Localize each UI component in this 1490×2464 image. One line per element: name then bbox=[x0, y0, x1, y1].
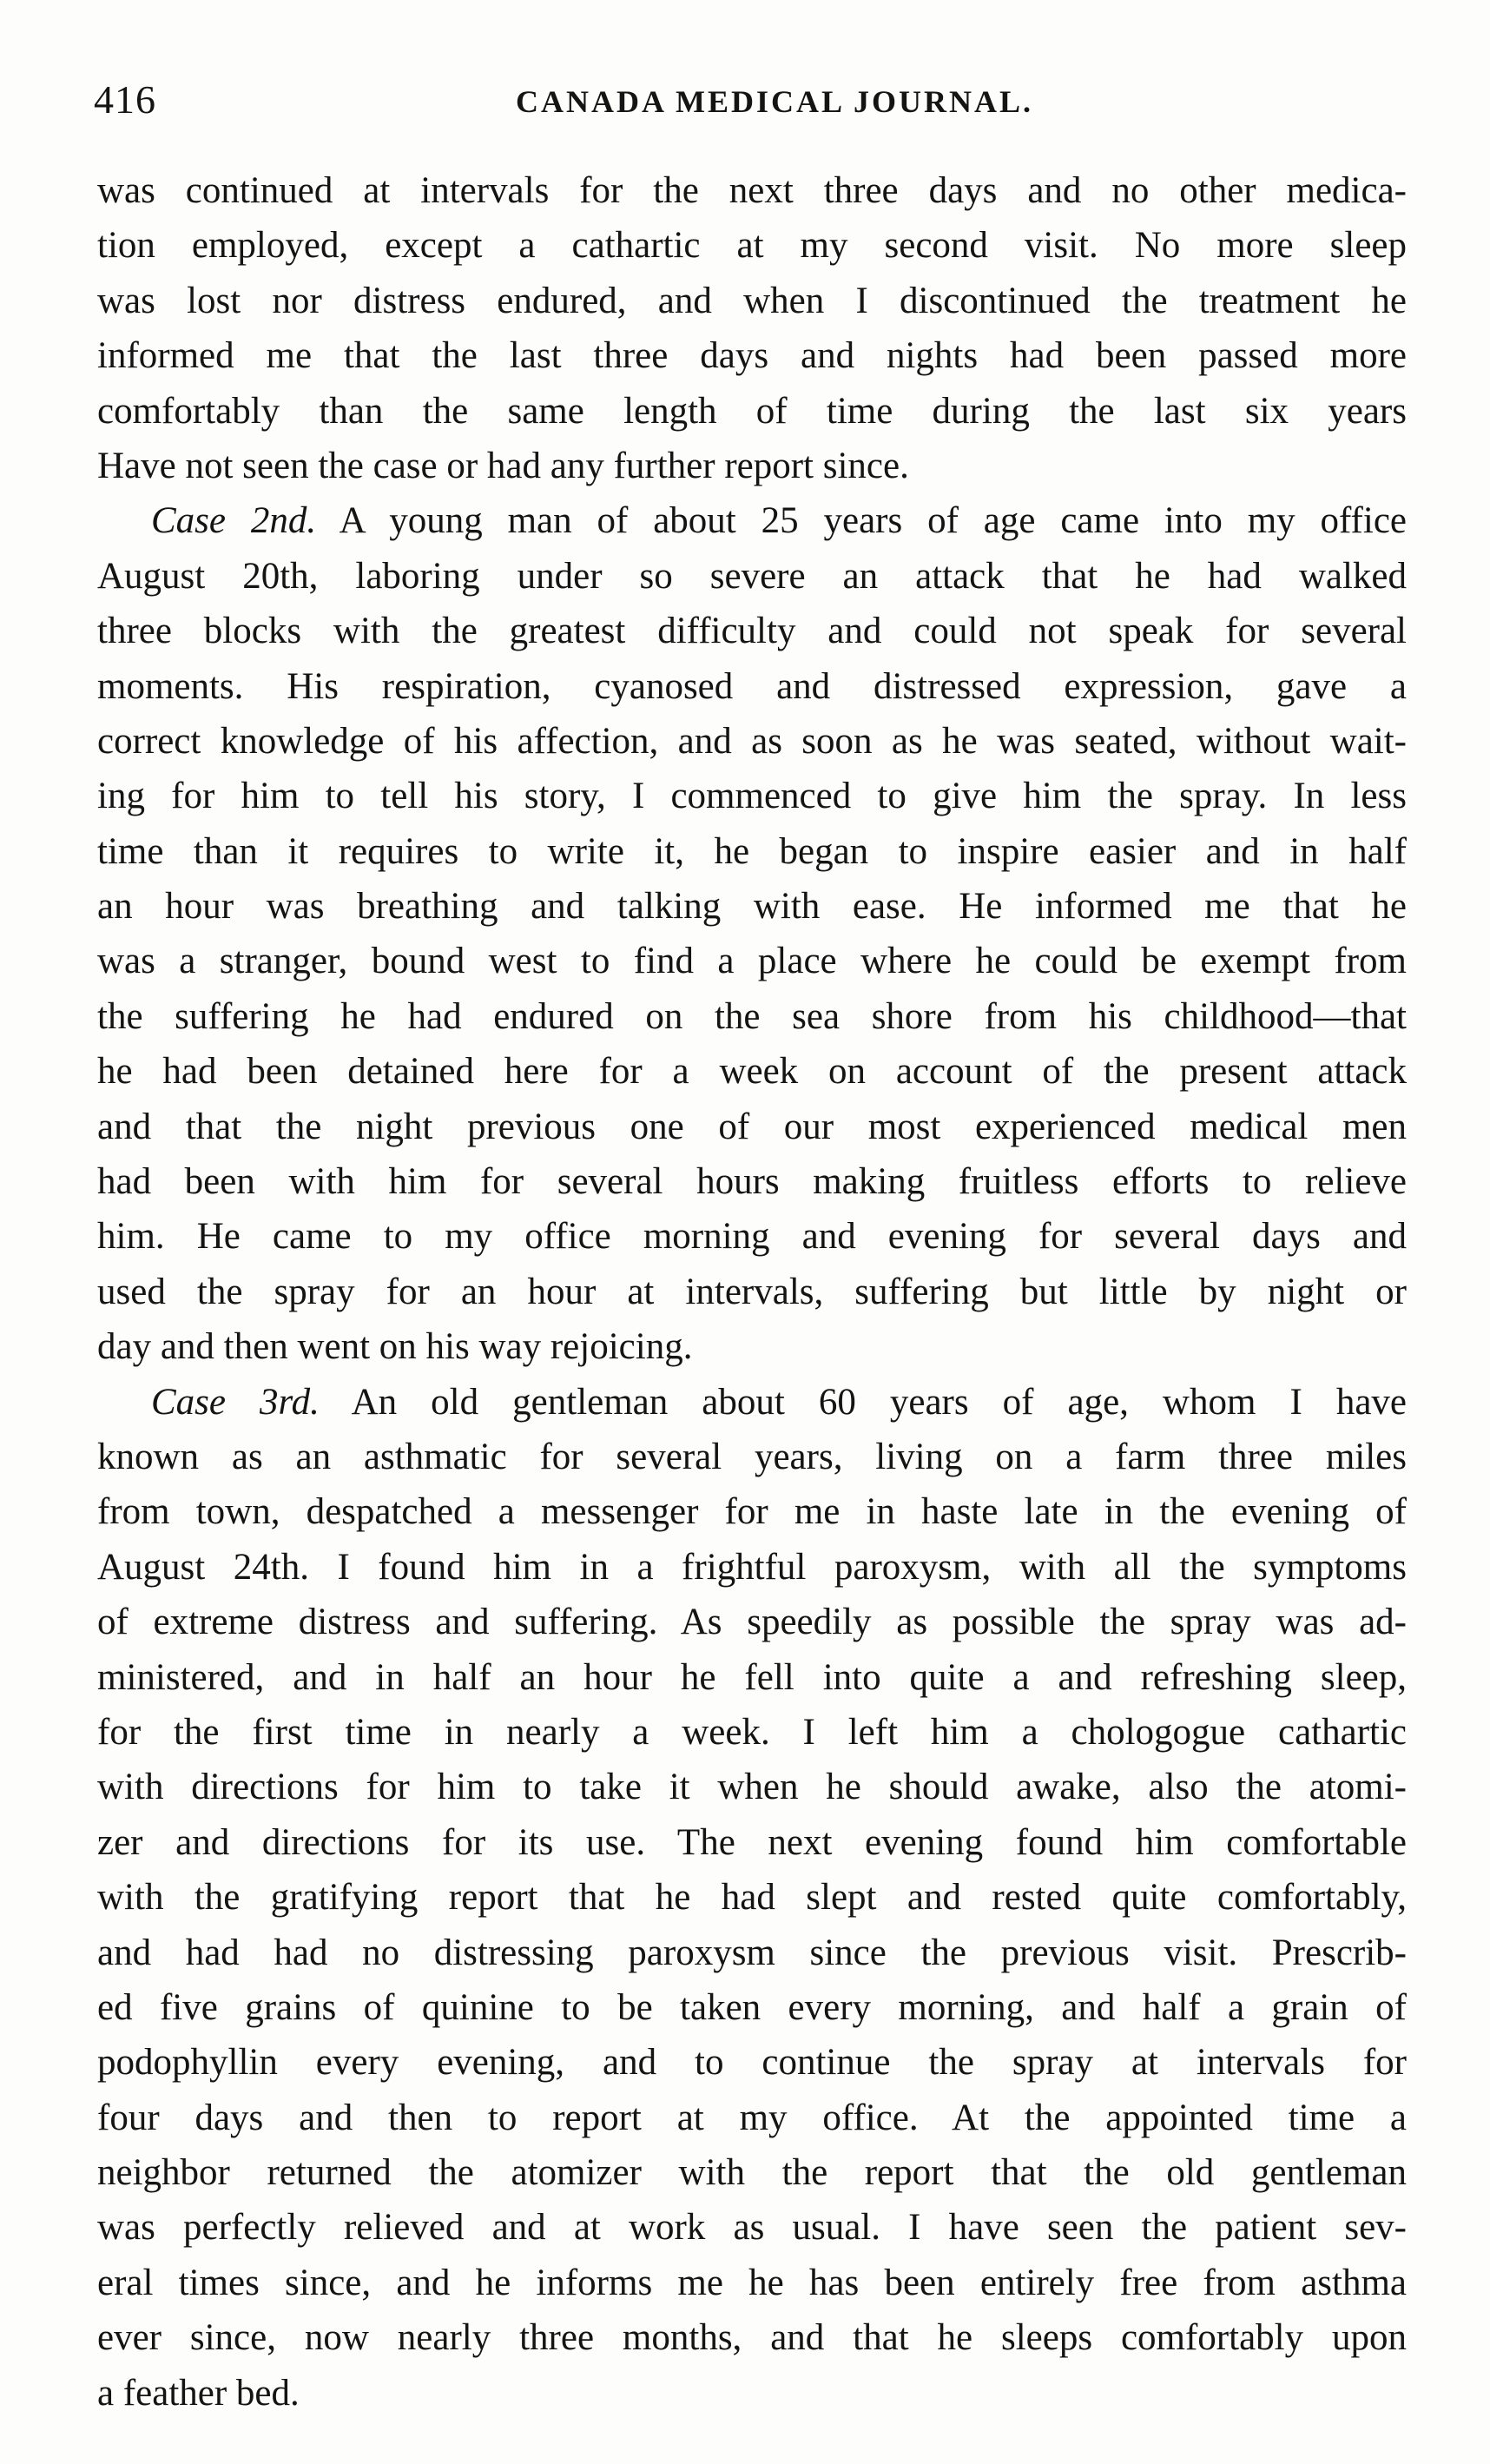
text-line: was a stranger, bound west to find a place where he could be exempt from bbox=[97, 941, 1407, 982]
text-line: four days and then to report at my office. At the appointed time a bbox=[97, 2097, 1407, 2138]
case-label: Case 2nd. bbox=[151, 500, 317, 542]
text-line: with the gratifying report that he had slept and rested quite comfortably, bbox=[97, 1877, 1407, 1919]
text-line-content: A young man of about 25 years of age came into my office bbox=[339, 500, 1407, 542]
text-line: eral times since, and he informs me he has been entirely free from asthma bbox=[97, 2262, 1407, 2303]
text-line: and that the night previous one of our most experienced medical men bbox=[97, 1106, 1407, 1147]
text-line: zer and directions for its use. The next evening found him comfortable bbox=[97, 1821, 1407, 1863]
text-line: and had had no distressing paroxysm since the previous visit. Prescrib- bbox=[97, 1932, 1407, 1973]
text-line: was perfectly relieved and at work as usual. I have seen the patient sev- bbox=[97, 2207, 1407, 2249]
running-head bbox=[94, 76, 1403, 137]
text-line: had been with him for several hours making fruitless efforts to relieve bbox=[97, 1161, 1407, 1203]
text-line: used the spray for an hour at intervals, suffering but little by night or bbox=[97, 1271, 1407, 1312]
text-line: from town, despatched a messenger for me in haste late in the evening of bbox=[97, 1491, 1407, 1533]
text-line: ministered, and in half an hour he fell into quite a and refreshing sleep, bbox=[97, 1656, 1407, 1698]
text-line: August 20th, laboring under so severe an attack that he had walked bbox=[97, 555, 1407, 597]
text-line: Have not seen the case or had any further report since. bbox=[97, 445, 909, 486]
paragraph-case-3 bbox=[97, 1375, 1407, 2421]
text-line: ever since, now nearly three months, and that he sleeps comfortably upon bbox=[97, 2317, 1407, 2359]
text-line: with directions for him to take it when he should awake, also the atomi- bbox=[97, 1767, 1407, 1808]
text-line: correct knowledge of his affection, and as soon as he was seated, without wait- bbox=[97, 720, 1407, 762]
text-line: was continued at intervals for the next three days and no other medica- bbox=[97, 170, 1407, 211]
text-line: podophyllin every evening, and to continue the spray at intervals for bbox=[97, 2042, 1407, 2084]
text-line: the suffering he had endured on the sea shore from his childhood—that bbox=[97, 995, 1407, 1037]
text-line-content: An old gentleman about 60 years of age, whom I have bbox=[351, 1381, 1407, 1423]
case-label: Case 3rd. bbox=[151, 1381, 320, 1423]
text-line: moments. His respiration, cyanosed and distressed expression, gave a bbox=[97, 665, 1407, 707]
text-line: August 24th. I found him in a frightful paroxysm, with all the symptoms bbox=[97, 1546, 1407, 1588]
paragraph-continuation bbox=[97, 163, 1407, 493]
text-line: a feather bed. bbox=[97, 2372, 300, 2414]
text-line: of extreme distress and suffering. As speedily as possible the spray was ad- bbox=[97, 1602, 1407, 1643]
text-line: ing for him to tell his story, I commenced to give him the spray. In less bbox=[97, 776, 1407, 817]
article-body bbox=[97, 163, 1407, 2421]
text-line: day and then went on his way rejoicing. bbox=[97, 1326, 693, 1368]
text-line: ed five grains of quinine to be taken every morning, and half a grain of bbox=[97, 1986, 1407, 2028]
text-line: time than it requires to write it, he began to inspire easier and in half bbox=[97, 830, 1407, 872]
text-line: informed me that the last three days and nights had been passed more bbox=[97, 335, 1407, 377]
text-line-first bbox=[97, 493, 1407, 548]
text-line: tion employed, except a cathartic at my second visit. No more sleep bbox=[97, 225, 1407, 267]
page-number: 416 bbox=[94, 77, 156, 122]
text-line: comfortably than the same length of time during the last six years bbox=[97, 390, 1407, 432]
text-line: for the first time in nearly a week. I left him a chologogue cathartic bbox=[97, 1711, 1407, 1753]
text-line-first bbox=[97, 1375, 1407, 1430]
text-line: neighbor returned the atomizer with the report that the old gentleman bbox=[97, 2152, 1407, 2194]
text-line: was lost nor distress endured, and when I discontinued the treatment he bbox=[97, 280, 1407, 321]
paragraph-case-2 bbox=[97, 493, 1407, 1374]
text-line: known as an asthmatic for several years, living on a farm three miles bbox=[97, 1436, 1407, 1477]
text-line: him. He came to my office morning and evening for several days and bbox=[97, 1216, 1407, 1258]
journal-title: CANADA MEDICAL JOURNAL. bbox=[515, 84, 1034, 119]
text-line: an hour was breathing and talking with ease. He informed me that he bbox=[97, 886, 1407, 928]
text-line: he had been detained here for a week on account of the present attack bbox=[97, 1051, 1407, 1093]
text-line: three blocks with the greatest difficulty and could not speak for several bbox=[97, 611, 1407, 652]
